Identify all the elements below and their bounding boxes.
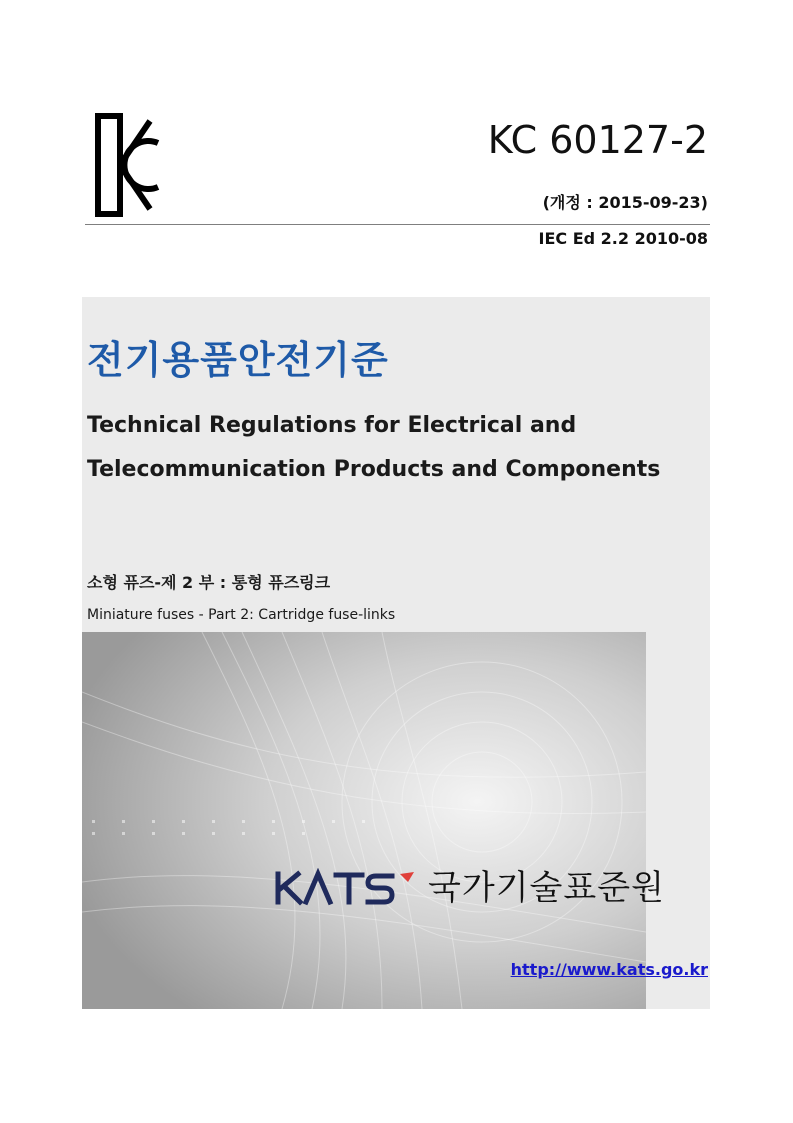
- kc-certification-mark-icon: [95, 113, 161, 217]
- title-english-line: Technical Regulations for Electrical and: [87, 413, 577, 438]
- header-divider: [85, 224, 710, 225]
- subtitle-korean: 소형 퓨즈-제 2 부 : 통형 퓨즈링크: [87, 573, 331, 592]
- revision-date: (개정 : 2015-09-23): [542, 193, 708, 212]
- subtitle-english: Miniature fuses - Part 2: Cartridge fuse-links: [87, 607, 396, 623]
- title-english-line: Telecommunication Products and Components: [87, 457, 661, 482]
- cover-background-art: [82, 632, 646, 1009]
- title-korean: 전기용품안전기준: [87, 338, 389, 382]
- title-english: [87, 404, 707, 492]
- website-link[interactable]: http://www.kats.go.kr: [510, 960, 708, 979]
- iec-reference: IEC Ed 2.2 2010-08: [538, 229, 708, 248]
- standard-number: KC 60127-2: [487, 118, 708, 162]
- kats-logo-icon: [272, 868, 420, 908]
- agency-name: 국가기술표준원: [428, 868, 665, 908]
